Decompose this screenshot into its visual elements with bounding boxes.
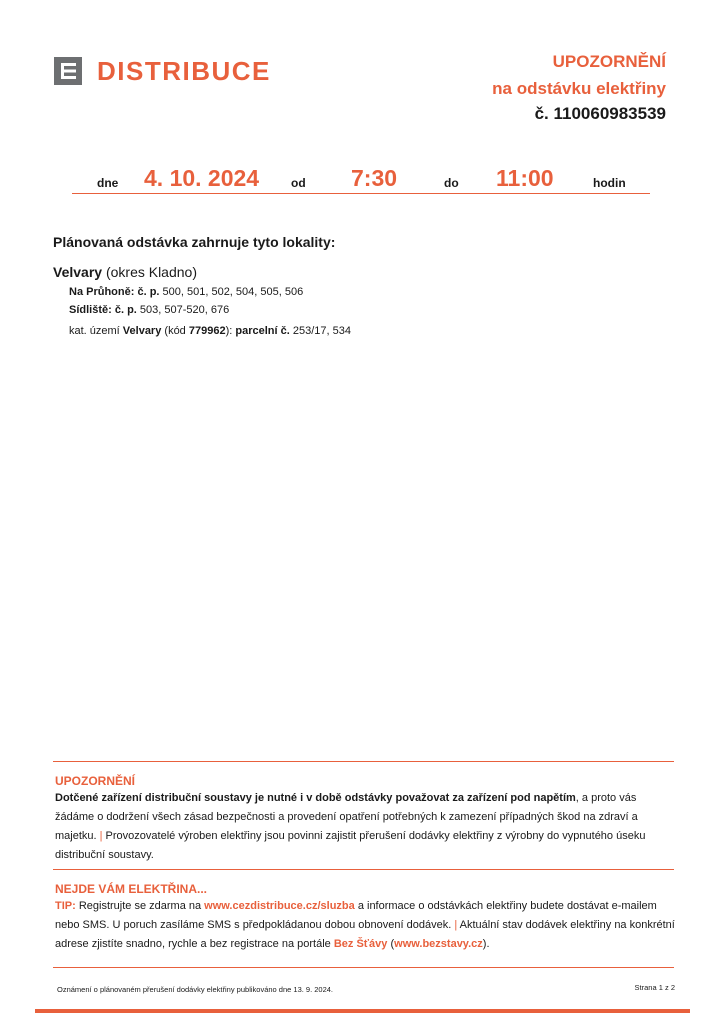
page-number: Strana 1 z 2 [634,983,675,992]
footer-divider [53,967,674,968]
to-label: do [444,176,459,190]
notice-subtitle: na odstávku elektřiny [492,79,666,98]
nopower-paragraph [55,897,675,954]
cadastre-text: kat. území [69,325,123,337]
warning-text: , a proto vás žádáme o dodržení všech zásad bezpečnosti a provedení opatření potřebných k zamezení případných škod na zdraví a majetku. [55,792,638,842]
warning-divider [53,761,674,762]
published-note: Oznámení o plánovaném přerušení dodávky elektřiny publikováno dne 13. 9. 2024. [57,985,334,994]
street-row [69,304,229,316]
street-name: Sídliště: [69,304,112,316]
bezstavy-link[interactable]: www.bezstavy.cz [394,938,483,950]
locality-heading: Plánovaná odstávka zahrnuje tyto lokality: [53,234,336,250]
logo-text: DISTRIBUCE [97,56,271,86]
warning-heading: UPOZORNĚNÍ [55,774,136,788]
city-name: Velvary [53,264,103,280]
nopower-text: ( [387,938,395,950]
street-prefix: č. p. [111,304,137,316]
nopower-text: Aktuální stav dodávek elektřiny na konkrétní adrese zjistíte snadno, rychle a bez registrace na portále [55,919,675,950]
separator: | [454,919,458,931]
city-district: (okres Kladno) [102,264,197,280]
date-row-divider [72,193,650,194]
warning-text: Provozovatelé výroben elektřiny jsou povinni zajistit přerušení dodávky elektřiny z výrobny do vypnutého úseku distribuční soustavy. [55,830,646,861]
cadastre-row [69,325,351,337]
from-label: od [291,176,306,190]
cadastre-area: Velvary [122,325,162,337]
notice-number: č. 110060983539 [534,104,666,123]
separator: | [99,830,103,842]
parcel-label: parcelní č. [235,325,290,337]
tip-label: TIP: [55,900,76,912]
street-numbers: 500, 501, 502, 504, 505, 506 [159,286,304,298]
date-label: dne [97,176,119,190]
warning-bold-text: Dotčené zařízení distribuční soustavy je nutné i v době odstávky považovat za zařízení pod napětím [55,792,576,804]
nopower-text: a informace o odstávkách elektřiny budete dostávat e-mailem nebo SMS. U poruch zasíláme SMS s předpokládanou dobou obnovení dodávek. [55,900,657,931]
cadastre-text: (kód [161,325,189,337]
street-numbers: 503, 507-520, 676 [136,304,230,316]
cadastre-text: ): [225,325,236,337]
outage-from: 7:30 [351,165,398,191]
street-prefix: č. p. [134,286,160,298]
street-row [69,286,303,298]
nopower-heading: NEJDE VÁM ELEKTŘINA... [55,882,208,896]
hours-label: hodin [593,176,626,190]
nopower-text: ). [482,938,490,950]
bez-stavy-portal: Bez Šťávy [333,938,388,950]
cez-logo-icon [54,57,82,85]
nopower-text: Registrujte se zdarma na [75,900,205,912]
outage-date: 4. 10. 2024 [144,165,260,191]
parcel-numbers: 253/17, 534 [289,325,351,337]
cadastre-code: 779962 [188,325,226,337]
warning-paragraph [55,789,675,865]
bottom-accent-bar [35,1009,690,1013]
outage-to: 11:00 [496,165,554,191]
nopower-divider [53,869,674,870]
street-name: Na Průhoně: [69,286,135,298]
notice-title: UPOZORNĚNÍ [552,52,666,71]
cezdistribuce-link[interactable]: www.cezdistribuce.cz/sluzba [204,900,355,912]
city-line [53,264,197,280]
